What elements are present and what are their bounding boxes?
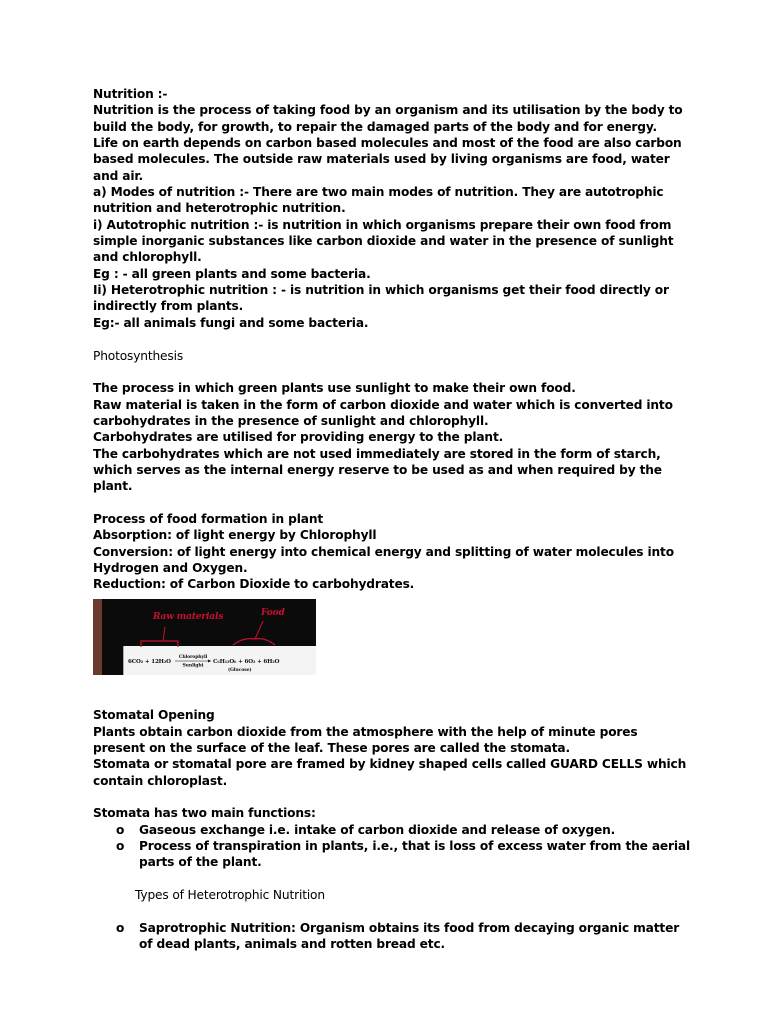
bullet-marker: o [116, 920, 125, 935]
paragraph-autotrophic-example: Eg : - all green plants and some bacteria. [93, 266, 371, 281]
paragraph-raw-material: Raw material is taken in the form of carbon dioxide and water which is converted into carbohydrates in the presence of sunlight and chlorophyll. [93, 397, 673, 428]
heterotrophic-list [93, 920, 693, 953]
paragraph-heterotrophic-example: Eg:- all animals fungi and some bacteria. [93, 315, 369, 330]
paragraph-carbon-molecules: Life on earth depends on carbon based molecules and most of the food are also carbon based molecules. The outside raw materials used by living organisms are food, water and air. [93, 136, 682, 183]
paragraph-autotrophic: i) Autotrophic nutrition :- is nutrition in which organisms prepare their own food from simple inorganic substances like carbon dioxide and water in the presence of sunlight and chlorophyll. [93, 217, 674, 265]
equation-arrow-top: Chlorophyll [178, 654, 208, 660]
annotation-food: Food [261, 607, 285, 618]
paragraph-nutrition-definition: Nutrition is the process of taking food by an organism and its utilisation by the body to build the body, for growth, to repair the damaged parts of the body and for energy. [93, 103, 683, 134]
equation-arrow-bottom: Sunlight [182, 663, 204, 669]
spacer [93, 691, 693, 707]
functions-heading: Stomata has two main functions: [93, 806, 316, 821]
function-transpiration: Process of transpiration in plants, i.e., that is loss of excess water from the aerial parts of the plant. [139, 839, 691, 870]
process-heading: Process of food formation in plant [93, 511, 324, 526]
list-item [93, 822, 693, 838]
stomatal-heading: Stomatal Opening [93, 708, 215, 723]
annotation-raw-materials: Raw materials [153, 611, 224, 622]
paragraph-absorption: Absorption: of light energy by Chlorophyll [93, 528, 377, 543]
paragraph-modes-of-nutrition: a) Modes of nutrition :- There are two main modes of nutrition. They are autotrophic nutrition and heterotrophic nutrition. [93, 185, 664, 216]
equation-arrowhead [208, 659, 211, 662]
spacer [93, 331, 693, 347]
bullet-marker: o [116, 839, 125, 854]
saprotrophic-nutrition: Saprotrophic Nutrition: Organism obtains its food from decaying organic matter of dead plants, animals and rotten bread etc. [139, 920, 680, 952]
function-gaseous-exchange: Gaseous exchange i.e. intake of carbon dioxide and release of oxygen. [139, 822, 616, 837]
document-page [93, 86, 693, 953]
spacer [93, 495, 693, 511]
spacer [93, 903, 693, 919]
list-item [93, 920, 693, 953]
paragraph-heterotrophic: Ii) Heterotrophic nutrition : - is nutrition in which organisms get their food directly or indirectly from plants. [93, 283, 669, 314]
spacer [93, 789, 693, 805]
bracket-raw-pointer [163, 627, 165, 641]
spacer [93, 675, 693, 691]
photosynthesis-heading: Photosynthesis [93, 348, 184, 363]
paragraph-starch-storage: The carbohydrates which are not used immediately are stored in the form of starch, which serves as the internal energy reserve to be used as and when required by the plant. [93, 446, 662, 494]
paragraph-stomata-pores: Plants obtain carbon dioxide from the atmosphere with the help of minute pores present on the surface of the leaf. These pores are called the stomata. [93, 724, 638, 756]
spacer [93, 871, 693, 887]
equation-left: 6CO₂ + 12H₂O [128, 658, 171, 665]
equation-right: C₆H₁₂O₆ + 6O₂ + 6H₂O [213, 658, 280, 665]
bracket-raw [141, 641, 178, 647]
list-item [93, 838, 693, 871]
paragraph-guard-cells: Stomata or stomatal pore are framed by kidney shaped cells called GUARD CELLS which contain chloroplast. [93, 757, 687, 788]
photosynthesis-equation-image [93, 599, 316, 675]
bracket-food-pointer [255, 621, 263, 639]
paragraph-photosynthesis-definition: The process in which green plants use sunlight to make their own food. [93, 381, 576, 396]
heterotrophic-types-heading: Types of Heterotrophic Nutrition [135, 888, 325, 903]
paragraph-reduction: Reduction: of Carbon Dioxide to carbohydrates. [93, 577, 415, 592]
equation-svg [93, 599, 316, 675]
paragraph-carbohydrates-energy: Carbohydrates are utilised for providing energy to the plant. [93, 430, 504, 445]
bullet-marker: o [116, 822, 125, 837]
equation-glucose: (Glucose) [228, 667, 252, 673]
bracket-food [233, 638, 275, 644]
paragraph-conversion: Conversion: of light energy into chemical energy and splitting of water molecules into Hydrogen and Oxygen. [93, 544, 674, 575]
spacer [93, 364, 693, 380]
nutrition-heading: Nutrition :- [93, 87, 168, 101]
functions-list [93, 822, 693, 871]
